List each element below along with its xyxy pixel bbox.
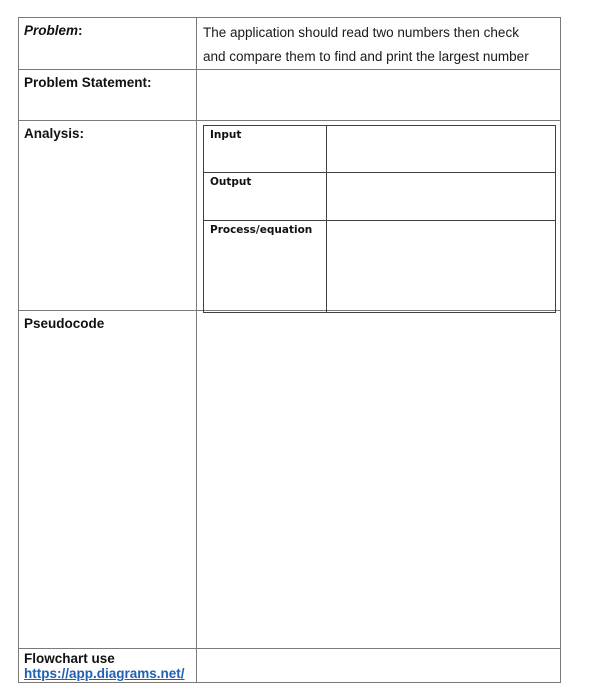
analysis-input-field[interactable] xyxy=(327,126,555,172)
pseudocode-row xyxy=(19,311,560,649)
problem-label-cell xyxy=(19,18,197,69)
analysis-input-row xyxy=(204,126,555,173)
analysis-row xyxy=(19,121,560,311)
problem-text-line-1: The application should read two numbers then check xyxy=(203,25,519,40)
analysis-output-row xyxy=(204,173,555,221)
problem-label: Problem xyxy=(24,23,79,38)
problem-statement-label: Problem Statement: xyxy=(19,70,197,120)
flowchart-label-cell xyxy=(19,649,197,682)
problem-label-colon: : xyxy=(78,23,83,38)
pseudocode-field[interactable] xyxy=(197,311,560,648)
analysis-process-label: Process/equation xyxy=(204,221,327,312)
problem-statement-row xyxy=(19,70,560,121)
diagrams-link[interactable]: https://app.diagrams.net/ xyxy=(24,666,185,681)
analysis-label: Analysis: xyxy=(19,121,197,310)
pseudocode-label: Pseudocode xyxy=(19,311,197,648)
flowchart-label: Flowchart use xyxy=(24,651,115,666)
analysis-output-field[interactable] xyxy=(327,173,555,220)
worksheet-table xyxy=(18,17,561,683)
flowchart-field[interactable] xyxy=(197,649,560,682)
problem-text-cell xyxy=(197,18,560,69)
problem-text-line-2: and compare them to find and print the largest number xyxy=(203,49,529,64)
analysis-process-field[interactable] xyxy=(327,221,555,312)
analysis-output-label: Output xyxy=(204,173,327,220)
problem-row xyxy=(19,18,560,70)
analysis-process-row xyxy=(204,221,555,312)
analysis-table xyxy=(203,125,556,313)
flowchart-row xyxy=(19,649,560,682)
analysis-input-label: Input xyxy=(204,126,327,172)
problem-statement-field[interactable] xyxy=(197,70,560,120)
